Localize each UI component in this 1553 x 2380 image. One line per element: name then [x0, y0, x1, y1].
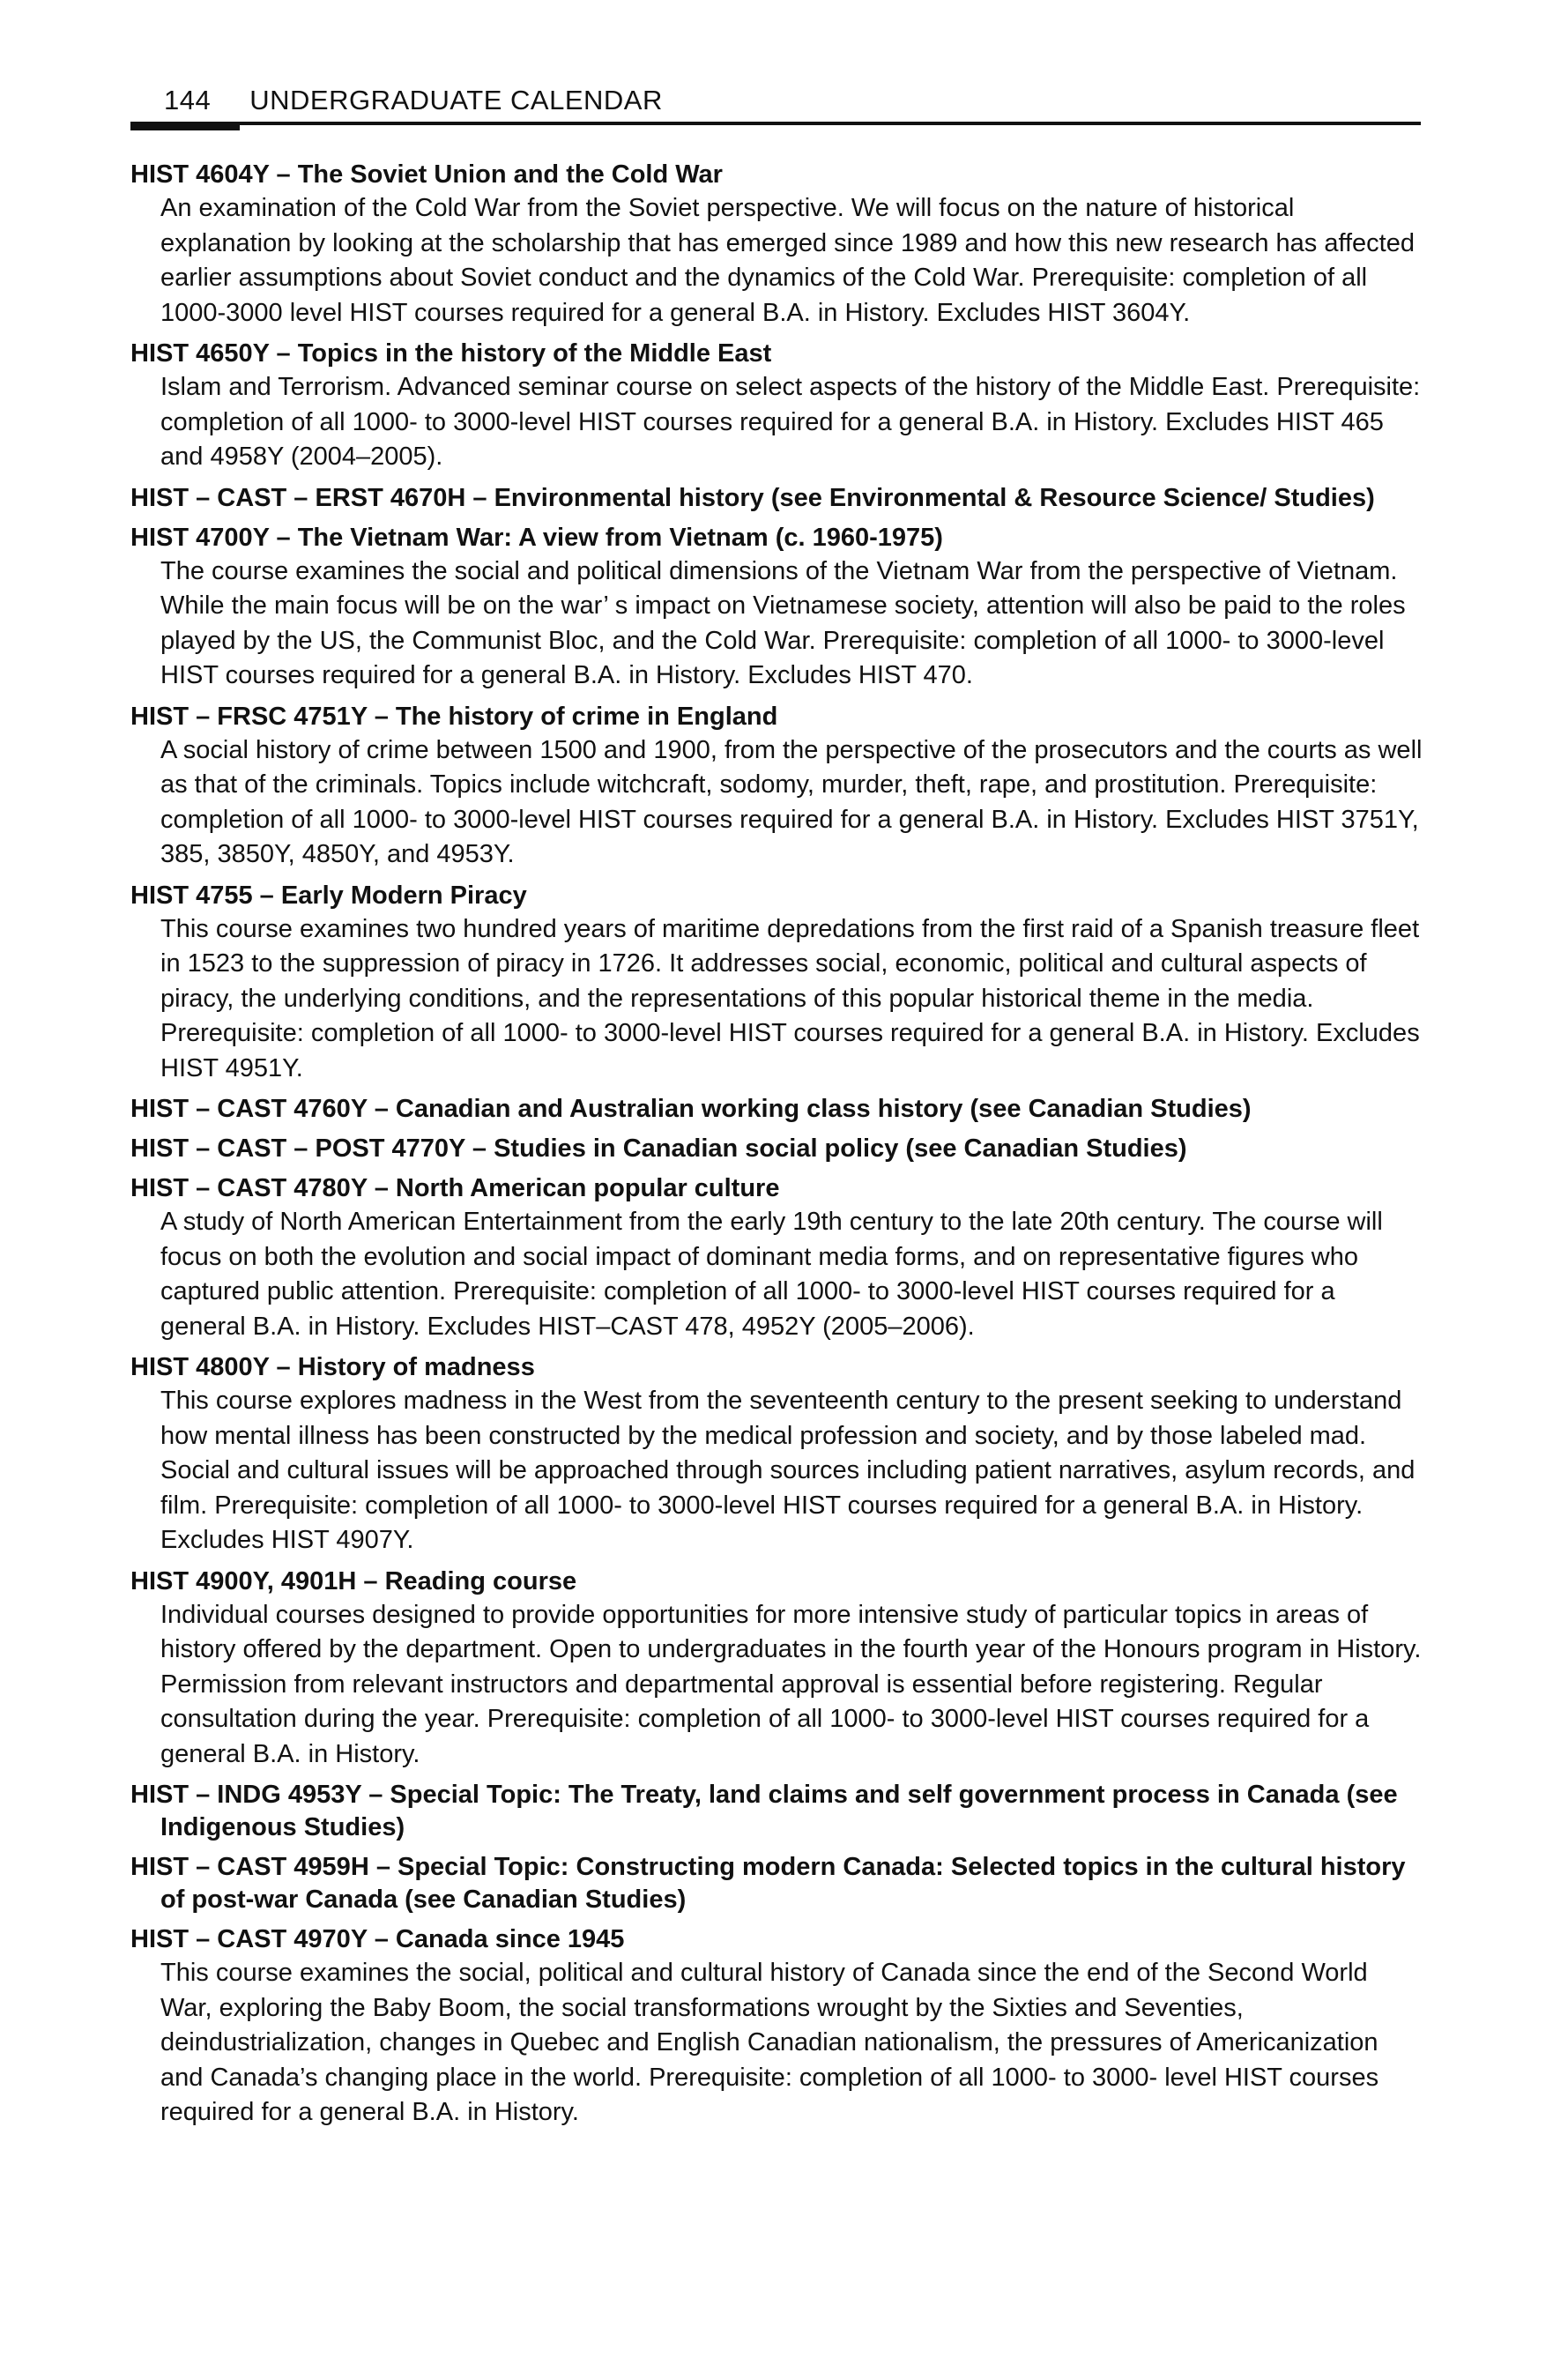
course-description: Individual courses designed to provide opportunities for more intensive study of particular topics in areas of history offered by the department. Open to undergraduates in the fourth year of the Honours program in History. Permission from relevant instructors and departmental approval is essential before registering. Regular consultation during the year. Prerequisite: completion of all 1000- to 3000-level HIST courses required for a general B.A. in History. [160, 1600, 1422, 1768]
course-entry [130, 1566, 1426, 1773]
course-entry [130, 1923, 1426, 2131]
page-number: 144 [164, 85, 212, 115]
course-entry [130, 880, 1426, 1087]
course-title: HIST 4604Y – The Soviet Union and the Cold War [130, 160, 723, 189]
running-title: UNDERGRADUATE CALENDAR [249, 85, 663, 115]
course-description: A social history of crime between 1500 and 1900, from the perspective of the prosecutors and the courts as well as that of the criminals. Topics include witchcraft, sodomy, murder, theft, rape, and prostitution. Prerequisite: completion of all 1000- to 3000-level HIST courses required for a general B.A. in History. Excludes HIST 3751Y, 385, 3850Y, 4850Y, and 4953Y. [160, 735, 1423, 868]
course-title: HIST 4700Y – The Vietnam War: A view from Vietnam (c. 1960-1975) [130, 523, 943, 552]
course-entry [130, 338, 1426, 475]
course-entry [130, 1851, 1426, 1916]
course-title: HIST – FRSC 4751Y – The history of crime in England [130, 702, 778, 731]
course-entry [130, 522, 1426, 694]
course-title: HIST – CAST 4970Y – Canada since 1945 [130, 1925, 625, 1953]
course-description: The course examines the social and political dimensions of the Vietnam War from the perspective of Vietnam. While the main focus will be on the war’ s impact on Vietnamese society, attention will also be paid to the roles played by the US, the Communist Bloc, and the Cold War. Prerequisite: completion of all 1000- to 3000-level HIST courses required for a general B.A. in History. Excludes HIST 470. [160, 556, 1406, 689]
course-title: HIST 4800Y – History of madness [130, 1353, 535, 1381]
course-description: An examination of the Cold War from the Soviet perspective. We will focus on the nature of historical explanation by looking at the scholarship that has emerged since 1989 and how this new research has affected earlier assumptions about Soviet conduct and the dynamics of the Cold War. Prerequisite: completion of all 1000-3000 level HIST courses required for a general B.A. in History. Excludes HIST 3604Y. [160, 194, 1415, 327]
header-rule [130, 122, 1421, 125]
course-entry [130, 482, 1426, 515]
course-entry [130, 159, 1426, 331]
course-title: HIST – CAST 4760Y – Canadian and Australian working class history (see Canadian Studies) [130, 1095, 1252, 1123]
course-entry [130, 701, 1426, 873]
course-title: HIST – CAST 4780Y – North American popular culture [130, 1174, 780, 1202]
course-title: HIST – INDG 4953Y – Special Topic: The Treaty, land claims and self government process in Canada (see Indigenous Studies) [130, 1781, 1398, 1841]
course-title: HIST 4650Y – Topics in the history of the Middle East [130, 339, 772, 368]
course-entry [130, 1172, 1426, 1344]
header-block [130, 122, 240, 130]
course-entry [130, 1351, 1426, 1558]
page-header [130, 83, 1421, 136]
course-entry [130, 1093, 1426, 1126]
course-description: This course explores madness in the West from the seventeenth century to the present seeking to understand how mental illness has been constructed by the medical profession and society, and by those labeled mad. Social and cultural issues will be approached through sources including patient narratives, asylum records, and film. Prerequisite: completion of all 1000- to 3000-level HIST courses required for a general B.A. in History. Excludes HIST 4907Y. [160, 1387, 1416, 1554]
course-description: This course examines the social, political and cultural history of Canada since the end of the Second World War, exploring the Baby Boom, the social transformations wrought by the Sixties and Seventies, deindustrialization, changes in Quebec and English Canadian nationalism, the pressures of Americanization and Canada’s changing place in the world. Prerequisite: completion of all 1000- to 3000- level HIST courses required for a general B.A. in History. [160, 1959, 1379, 2126]
header-text [164, 83, 663, 118]
course-entry [130, 1133, 1426, 1165]
course-description: Islam and Terrorism. Advanced seminar course on select aspects of the history of the Middle East. Prerequisite: completion of all 1000- to 3000-level HIST courses required for a general B.A. in History. Excludes HIST 465 and 4958Y (2004–2005). [160, 373, 1421, 471]
course-title: HIST – CAST – POST 4770Y – Studies in Canadian social policy (see Canadian Studies) [130, 1134, 1187, 1163]
course-title: HIST 4755 – Early Modern Piracy [130, 881, 527, 910]
course-title: HIST 4900Y, 4901H – Reading course [130, 1566, 577, 1595]
course-entry [130, 1779, 1426, 1844]
course-title: HIST – CAST 4959H – Special Topic: Constructing modern Canada: Selected topics in the cultural history of post-war Canada (see Canadian Studies) [130, 1853, 1406, 1914]
course-list [130, 159, 1426, 2138]
course-description: This course examines two hundred years of maritime depredations from the first raid of a Spanish treasure fleet in 1523 to the suppression of piracy in 1726. It addresses social, economic, political and cultural aspects of piracy, the underlying conditions, and the representations of this popular historical theme in the media. Prerequisite: completion of all 1000- to 3000-level HIST courses required for a general B.A. in History. Excludes HIST 4951Y. [160, 914, 1420, 1082]
course-title: HIST – CAST – ERST 4670H – Environmental history (see Environmental & Resource Science/ Studies) [130, 483, 1375, 512]
course-description: A study of North American Entertainment from the early 19th century to the late 20th century. The course will focus on both the evolution and social impact of dominant media forms, and on representative figures who captured public attention. Prerequisite: completion of all 1000- to 3000-level HIST courses required for a general B.A. in History. Excludes HIST–CAST 478, 4952Y (2005–2006). [160, 1208, 1383, 1341]
